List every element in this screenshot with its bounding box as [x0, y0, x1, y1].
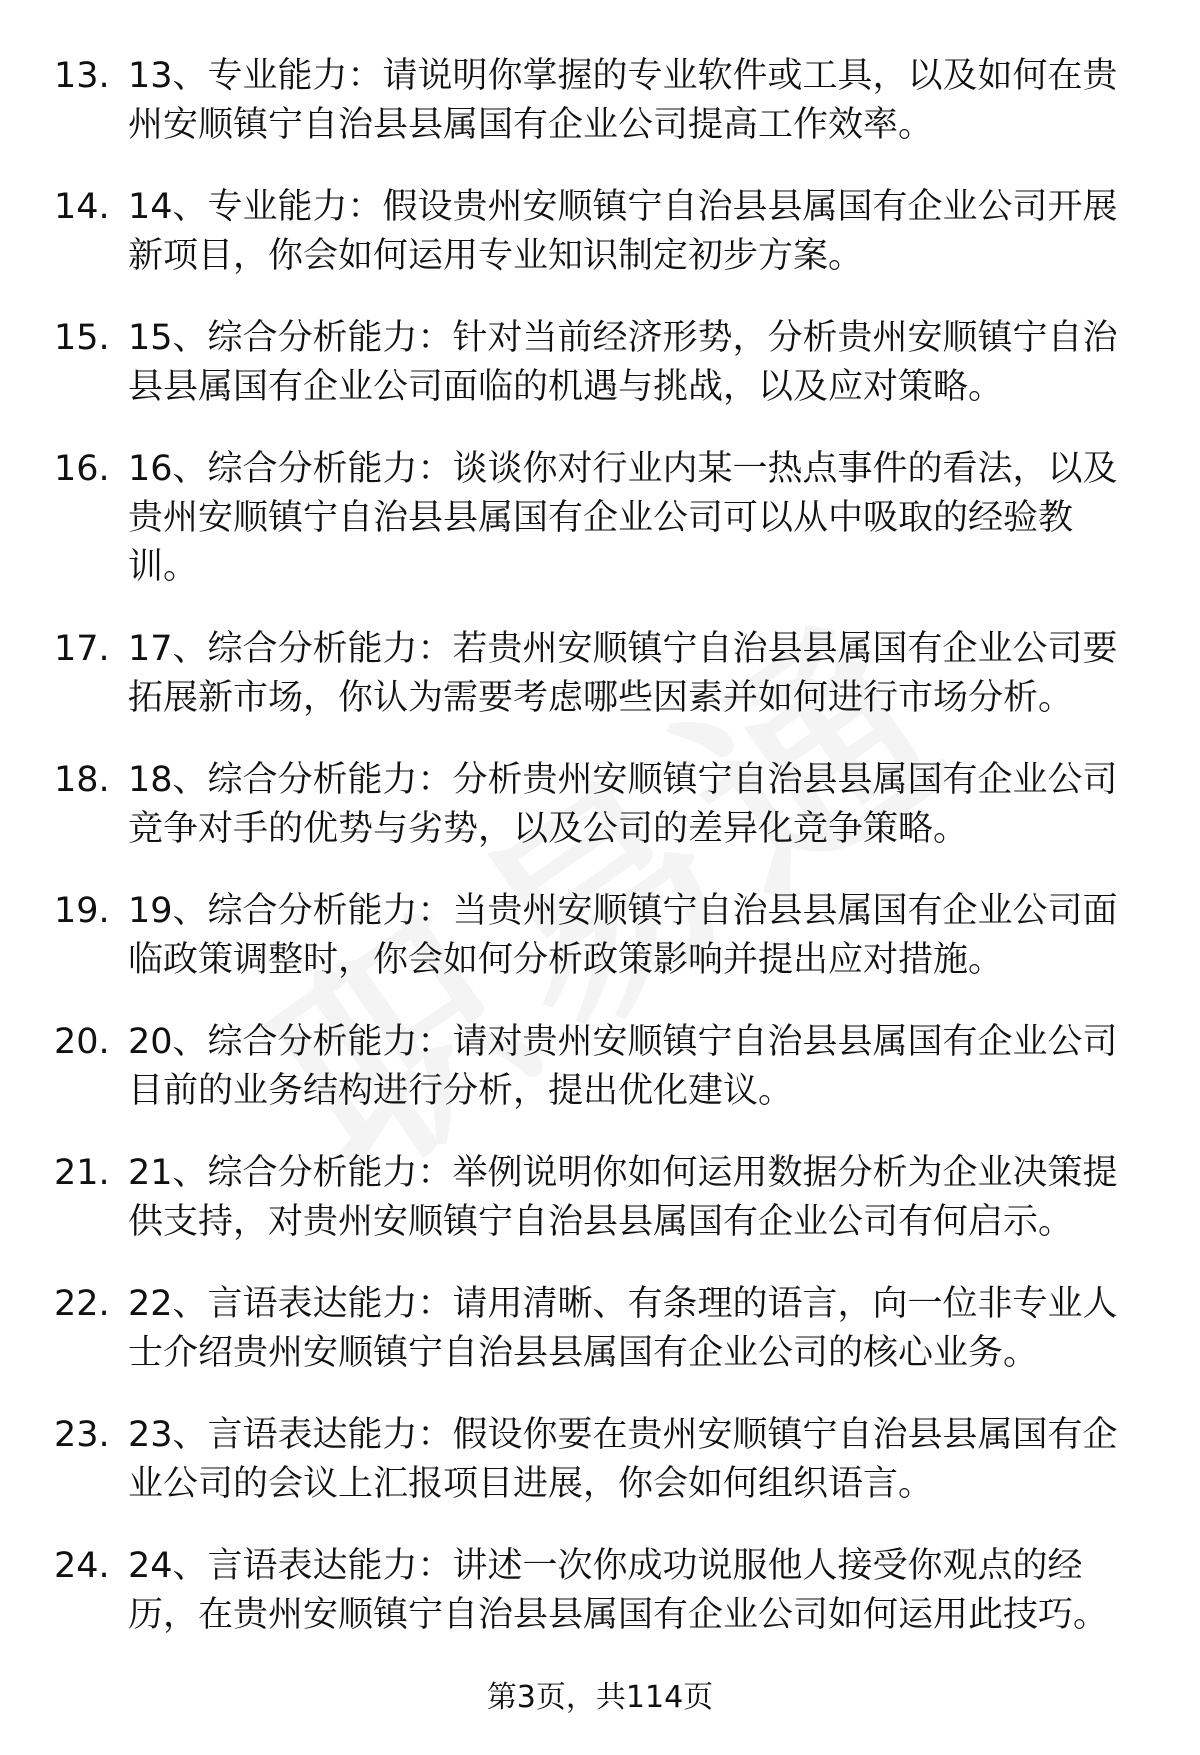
question-number: 16.	[54, 449, 110, 489]
question-number: 24.	[54, 1546, 110, 1586]
question-number: 22.	[54, 1284, 110, 1324]
question-number: 14.	[54, 187, 110, 227]
question-number: 19.	[54, 891, 110, 931]
question-text: 24、言语表达能力：讲述一次你成功说服他人接受你观点的经历，在贵州安顺镇宁自治县县属国有企业公司如何运用此技巧。	[128, 1546, 1109, 1635]
question-item	[0, 52, 1200, 150]
question-text: 21、综合分析能力：举例说明你如何运用数据分析为企业决策提供支持，对贵州安顺镇宁自治县县属国有企业公司有何启示。	[128, 1153, 1118, 1242]
question-text: 20、综合分析能力：请对贵州安顺镇宁自治县县属国有企业公司目前的业务结构进行分析，提出优化建议。	[128, 1022, 1118, 1111]
question-number: 18.	[54, 760, 110, 800]
question-item	[0, 1280, 1200, 1378]
question-list	[0, 52, 1200, 1673]
page-number-label: 第3页，共114页	[486, 1680, 714, 1715]
question-number: 20.	[54, 1022, 110, 1062]
question-item	[0, 183, 1200, 281]
question-text: 14、专业能力：假设贵州安顺镇宁自治县县属国有企业公司开展新项目，你会如何运用专业知识制定初步方案。	[128, 187, 1118, 276]
question-text: 19、综合分析能力：当贵州安顺镇宁自治县县属国有企业公司面临政策调整时，你会如何分析政策影响并提出应对措施。	[128, 891, 1118, 980]
question-text: 13、专业能力：请说明你掌握的专业软件或工具，以及如何在贵州安顺镇宁自治县县属国有企业公司提高工作效率。	[128, 56, 1118, 145]
question-text: 18、综合分析能力：分析贵州安顺镇宁自治县县属国有企业公司竞争对手的优势与劣势，以及公司的差异化竞争策略。	[128, 760, 1118, 849]
question-text: 16、综合分析能力：谈谈你对行业内某一热点事件的看法，以及贵州安顺镇宁自治县县属国有企业公司可以从中吸取的经验教训。	[128, 449, 1118, 587]
question-item	[0, 887, 1200, 985]
question-item	[0, 314, 1200, 412]
question-number: 13.	[54, 56, 110, 96]
question-item	[0, 1018, 1200, 1116]
question-item	[0, 1149, 1200, 1247]
question-text: 22、言语表达能力：请用清晰、有条理的语言，向一位非专业人士介绍贵州安顺镇宁自治县县属国有企业公司的核心业务。	[128, 1284, 1118, 1373]
question-number: 15.	[54, 318, 110, 358]
question-item	[0, 625, 1200, 723]
question-text: 23、言语表达能力：假设你要在贵州安顺镇宁自治县县属国有企业公司的会议上汇报项目进展，你会如何组织语言。	[128, 1415, 1118, 1504]
question-number: 21.	[54, 1153, 110, 1193]
question-item	[0, 445, 1200, 592]
question-item	[0, 756, 1200, 854]
question-number: 23.	[54, 1415, 110, 1455]
question-text: 17、综合分析能力：若贵州安顺镇宁自治县县属国有企业公司要拓展新市场，你认为需要考虑哪些因素并如何进行市场分析。	[128, 629, 1118, 718]
question-number: 17.	[54, 629, 110, 669]
question-item	[0, 1411, 1200, 1509]
page-footer	[0, 1678, 1200, 1718]
question-item	[0, 1542, 1200, 1640]
question-text: 15、综合分析能力：针对当前经济形势，分析贵州安顺镇宁自治县县属国有企业公司面临的机遇与挑战，以及应对策略。	[128, 318, 1118, 407]
